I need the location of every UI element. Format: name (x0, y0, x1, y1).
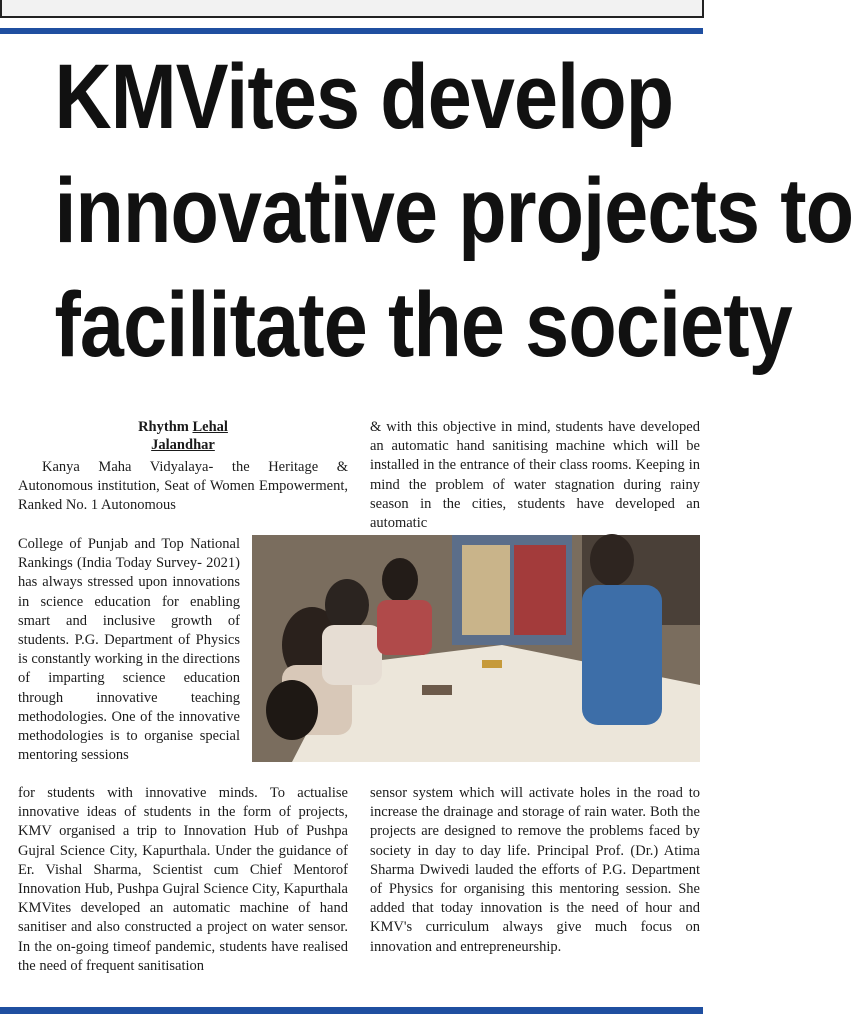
headline-line-2: innovative projects to (54, 160, 853, 262)
article-column-1-bottom (18, 784, 348, 976)
article-column-1-mid (18, 535, 240, 765)
paragraph-conclusion: sensor system which will activate holes in the road to increase the drainage and storage of rain water. Both the projects are designed to remove the problems faced by society in day to day life. Principal Prof. (Dr.) Atima Sharma Dwivedi lauded the efforts of P.G. Department of Physics for organising this mentoring session. She added that today innovation is the need of hour and KMV's curriculum always give much focus on innovation and entrepreneurship. (370, 785, 700, 955)
top-blue-rule (0, 28, 703, 34)
byline-location: Jalandhar (151, 437, 215, 453)
article-photo (252, 535, 700, 762)
byline-author-first: Rhythm (138, 419, 189, 435)
paragraph-intro-start: Kanya Maha Vidyalaya- the Heritage & Autonomous institution, Seat of Women Empowerment, Ranked No. 1 Autonomous (18, 459, 348, 514)
headline-line-1: KMVites develop (54, 46, 674, 148)
byline (18, 418, 348, 454)
photo-students-mentoring-icon (252, 535, 700, 762)
article-column-2-top (370, 418, 700, 533)
article-headline (54, 40, 853, 400)
paragraph-intro-continued: College of Punjab and Top National Rankings (India Today Survey- 2021) has always stressed upon innovations in science education for enabling smart and inclusive growth of students. P.G. Department of Physics is constantly working in the directions of imparting science education through innovative teaching methodologies. One of the innovative methodologies is to organise special mentoring sessions (18, 536, 240, 764)
article-column-2-bottom (370, 784, 700, 957)
bottom-blue-rule (0, 1007, 703, 1014)
article-column-1-top (18, 458, 348, 516)
top-header-strip (0, 0, 704, 18)
paragraph-sanitiser: & with this objective in mind, students have developed an automatic hand sanitising machine which will be installed in the entrance of their class rooms. Keeping in mind the problem of water stagnation during rainy season in the cities, students have developed an automatic (370, 419, 700, 532)
paragraph-projects: for students with innovative minds. To actualise innovative ideas of students in the form of projects, KMV organised a trip to Innovation Hub of Pushpa Gujral Science City, Kapurthala. Under the guidance of Er. Vishal Sharma, Scientist cum Chief Mentorof Innovation Hub, Pushpa Gujral Science City, Kapurthala KMVites developed an automatic machine of hand sanitiser and also constructed a project on water sensor. In the on-going timeof pandemic, students have realised the need of frequent sanitisation (18, 785, 348, 974)
byline-author-last: Lehal (192, 419, 228, 435)
headline-line-3: facilitate the society (54, 274, 792, 376)
